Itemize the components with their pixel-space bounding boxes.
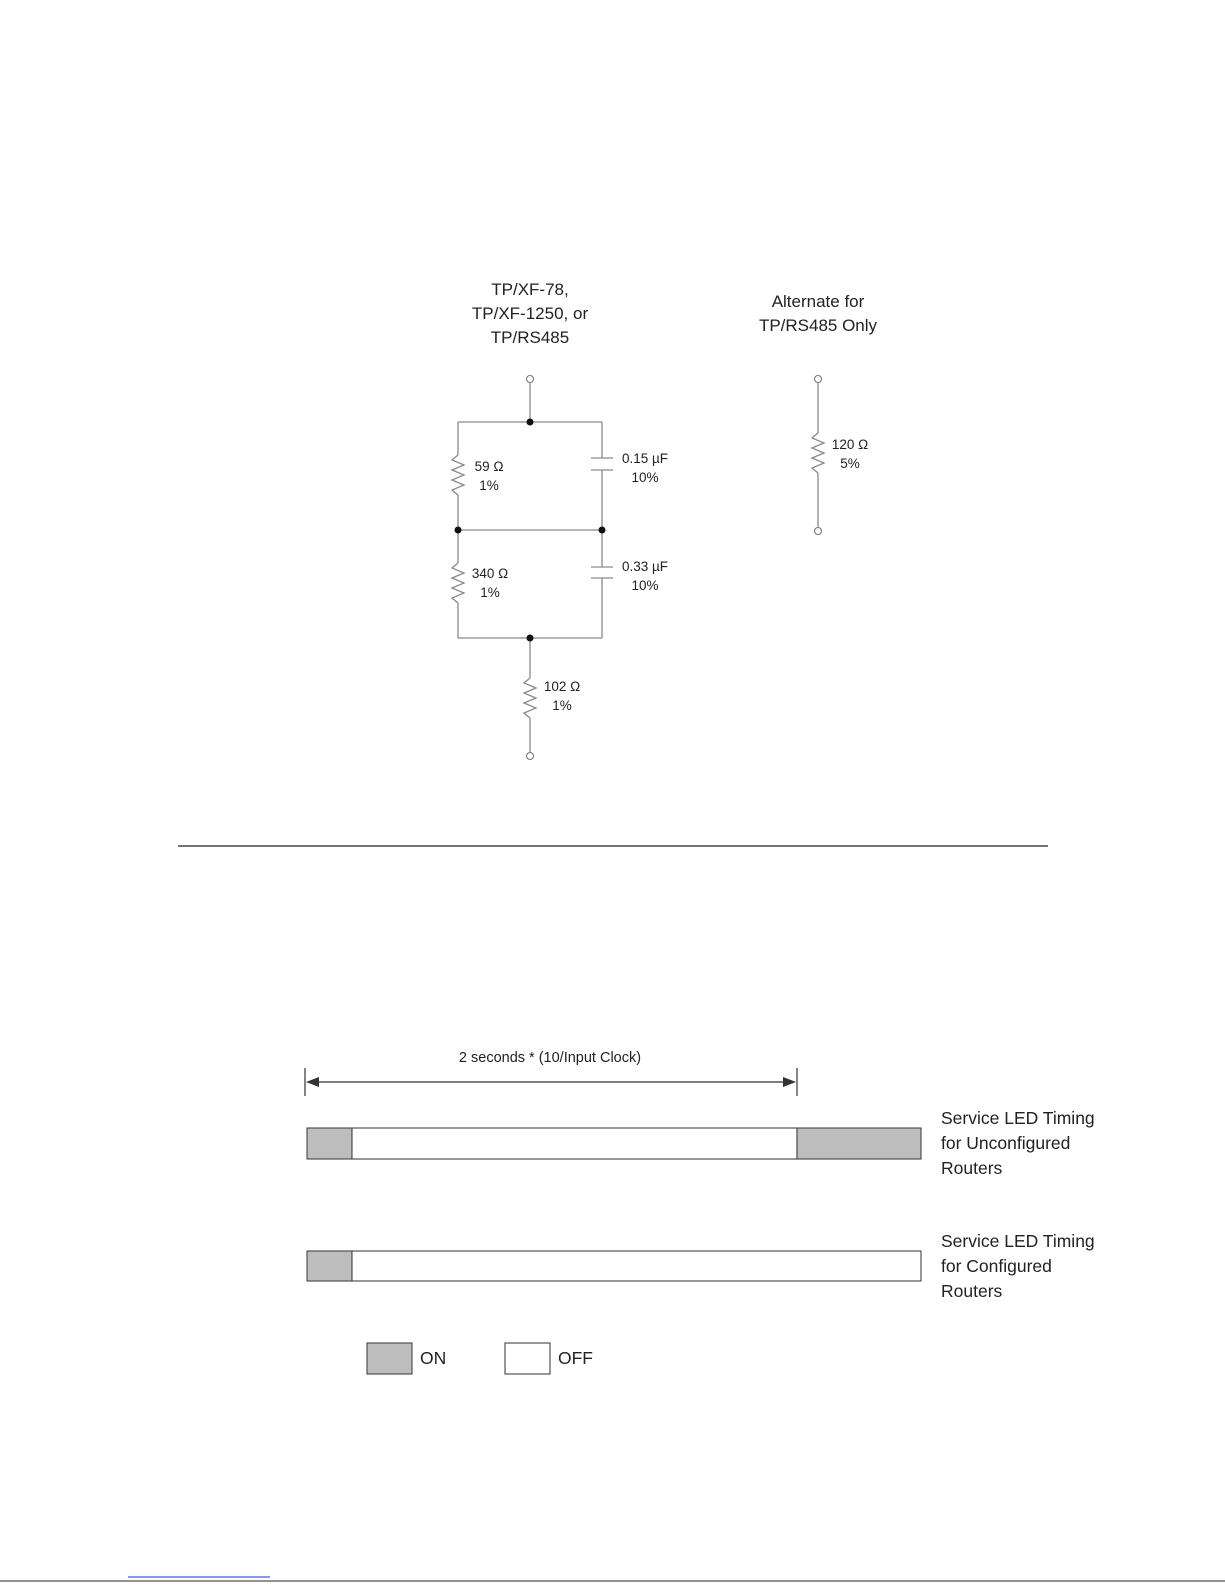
unconfigured-label-line-3: Routers (941, 1158, 1003, 1178)
main-title-line-2: TP/XF-1250, or (471, 304, 589, 323)
resistor-120-ohm (812, 433, 824, 473)
main-circuit-title (430, 278, 630, 350)
main-title-line-1: TP/XF-78, (491, 280, 569, 299)
terminal-bottom (527, 753, 534, 760)
label-0-33uf-tol: 10% (631, 578, 659, 593)
unconfigured-on-end (797, 1128, 921, 1159)
capacitor-0-15uf (591, 458, 613, 470)
label-0-15uf-value: 0.15 µF (621, 451, 669, 466)
label-120-ohm (828, 435, 872, 473)
arrowhead-left (306, 1077, 319, 1087)
configured-off (352, 1251, 921, 1281)
label-340-ohm (468, 564, 512, 602)
unconfigured-label-line-1: Service LED Timing (941, 1108, 1095, 1128)
label-102-ohm (540, 677, 584, 715)
legend-on-label: ON (420, 1348, 447, 1368)
label-59-ohm (468, 457, 510, 495)
capacitor-0-33uf (591, 567, 613, 578)
configured-timing-label (941, 1229, 1121, 1304)
label-0-15uf-tol: 10% (631, 470, 659, 485)
configured-label-line-3: Routers (941, 1281, 1003, 1301)
unconfigured-on-start (307, 1128, 352, 1159)
label-0-15uf (617, 449, 673, 487)
configured-label-line-2: for Configured (941, 1256, 1052, 1276)
alt-circuit-title (728, 290, 908, 338)
configured-on-start (307, 1251, 352, 1281)
label-120-ohm-tol: 5% (840, 456, 860, 471)
unconfigured-timing-label (941, 1106, 1121, 1181)
label-102-ohm-tol: 1% (552, 698, 572, 713)
resistor-340-ohm (452, 563, 464, 603)
configured-label-line-1: Service LED Timing (941, 1231, 1095, 1251)
main-title-line-3: TP/RS485 (490, 328, 570, 347)
label-0-33uf-value: 0.33 µF (621, 559, 669, 574)
label-340-ohm-value: 340 Ω (471, 566, 509, 581)
junction-top (527, 419, 534, 426)
legend-off-label: OFF (558, 1348, 593, 1368)
label-340-ohm-tol: 1% (480, 585, 500, 600)
wire-top (458, 383, 602, 422)
label-120-ohm-value: 120 Ω (831, 437, 869, 452)
resistor-102-ohm (524, 678, 536, 718)
resistor-59-ohm (452, 455, 464, 495)
legend-off-swatch (505, 1343, 550, 1374)
label-0-33uf (617, 557, 673, 595)
arrowhead-right (783, 1077, 796, 1087)
unconfigured-off (352, 1128, 797, 1159)
junction-mid-right (599, 527, 606, 534)
alt-title-line-2: TP/RS485 Only (758, 316, 878, 335)
alt-terminal-top (815, 376, 822, 383)
junction-mid-left (455, 527, 462, 534)
junction-bottom (527, 635, 534, 642)
label-59-ohm-value: 59 Ω (474, 459, 504, 474)
timing-interval-label: 2 seconds * (10/Input Clock) (458, 1050, 642, 1066)
label-59-ohm-tol: 1% (479, 478, 499, 493)
alt-terminal-bottom (815, 528, 822, 535)
terminal-top (527, 376, 534, 383)
unconfigured-label-line-2: for Unconfigured (941, 1133, 1071, 1153)
legend-on-swatch (367, 1343, 412, 1374)
label-102-ohm-value: 102 Ω (543, 679, 581, 694)
alt-title-line-1: Alternate for (771, 292, 865, 311)
